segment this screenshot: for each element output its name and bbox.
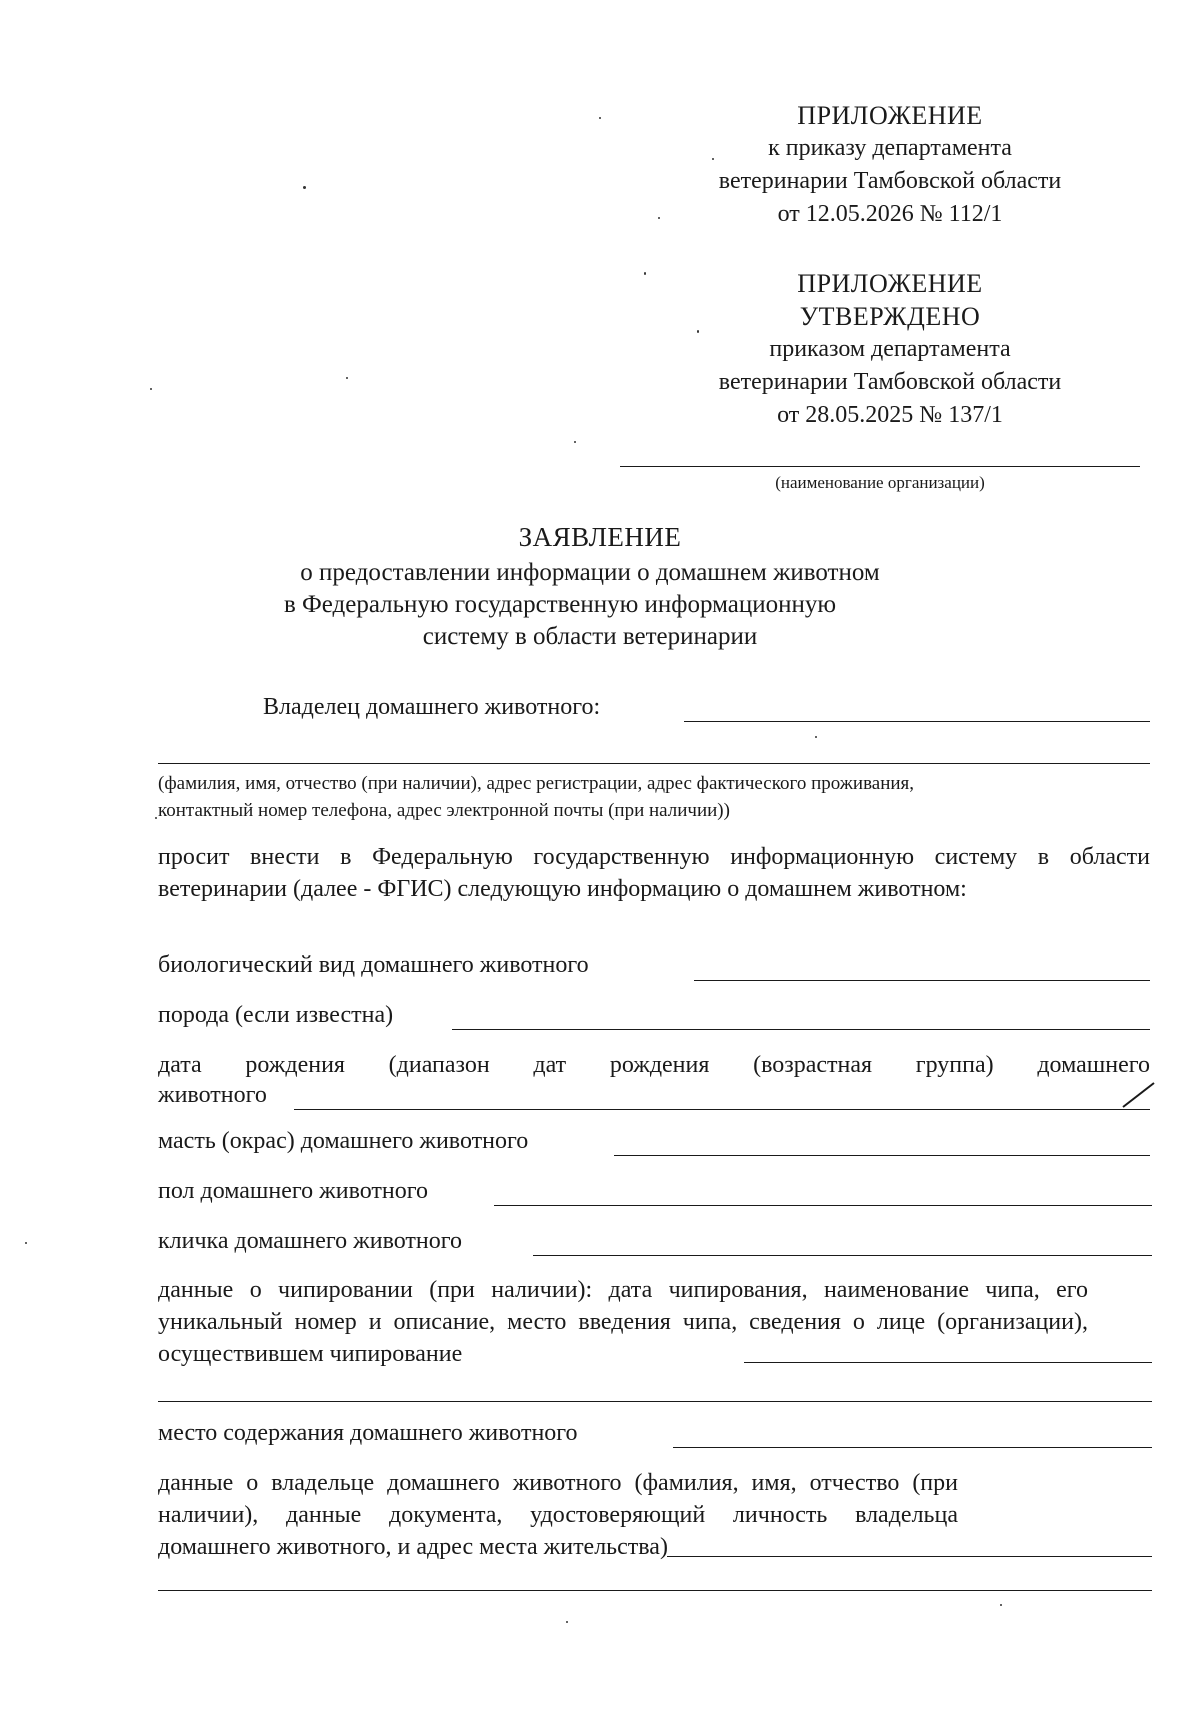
scan-speck (1000, 1604, 1002, 1606)
scan-speck (658, 217, 660, 219)
approved-label: УТВЕРЖДЕНО (799, 302, 981, 331)
chip-data-label: данные о чипировании (при наличии): дата чипирования, наименование чипа, его уникальный номер и описание, место введения чипа, сведения о лице (организации), осуществившем чипирование (158, 1277, 1088, 1367)
scan-speck (697, 330, 699, 333)
organization-name-field[interactable] (620, 466, 1140, 467)
pet-name-field[interactable] (533, 1255, 1152, 1256)
scan-speck (599, 117, 601, 119)
owner-field[interactable] (684, 721, 1150, 722)
owner-caption-line2: контактный номер телефона, адрес электронной почты (при наличии)) (158, 800, 730, 821)
appendix-current-line1: к приказу департамента (768, 135, 1012, 161)
breed-label: порода (если известна) (158, 1002, 394, 1028)
scan-speck (346, 377, 348, 379)
breed-field[interactable] (452, 1029, 1150, 1030)
appendix-original-line2: ветеринарии Тамбовской области (718, 369, 1062, 395)
request-paragraph: просит внести в Федеральную государственную информационную систему в области ветеринарии (далее - ФГИС) следующую информацию о домашнем животном: (158, 844, 1150, 902)
scan-speck (815, 736, 817, 738)
scan-speck (644, 272, 646, 275)
species-field[interactable] (694, 980, 1150, 981)
subtitle-line2: в Федеральную государственную информационную (283, 591, 837, 618)
appendix-original-line1: приказом департамента (769, 336, 1011, 362)
chip-data-field-continuation[interactable] (158, 1401, 1152, 1402)
scan-speck (574, 441, 576, 443)
sex-label: пол домашнего животного (158, 1178, 429, 1204)
document-subtitle (200, 557, 980, 653)
color-label: масть (окрас) домашнего животного (158, 1128, 529, 1154)
scan-speck (566, 1621, 568, 1623)
scan-speck (25, 1242, 27, 1244)
organization-caption: (наименование организации) (775, 473, 985, 492)
color-field[interactable] (614, 1155, 1150, 1156)
appendix-original-line3: от 28.05.2025 № 137/1 (777, 402, 1003, 428)
scan-speck (303, 186, 306, 189)
sex-field[interactable] (494, 1205, 1152, 1206)
owner-field-continuation[interactable] (158, 763, 1150, 764)
subtitle-line1: о предоставлении информации о домашнем животном (300, 559, 880, 586)
species-label: биологический вид домашнего животного (158, 952, 589, 978)
owner-caption (158, 770, 1148, 824)
pet-name-label: кличка домашнего животного (158, 1228, 463, 1254)
appendix-current-block (640, 99, 1140, 231)
owner-data-field-continuation[interactable] (158, 1590, 1152, 1591)
subtitle-line3: систему в области ветеринарии (422, 623, 758, 650)
owner-label: Владелец домашнего животного: (263, 694, 601, 720)
appendix-original-block (640, 267, 1140, 432)
owner-data-field[interactable] (667, 1556, 1152, 1557)
birth-date-label-line1: дата рождения (диапазон дат рождения (возрастная группа) домашнего (158, 1052, 1150, 1078)
location-label: место содержания домашнего животного (158, 1420, 578, 1446)
appendix-original-heading: ПРИЛОЖЕНИЕ (797, 269, 983, 298)
birth-date-field[interactable] (294, 1109, 1150, 1110)
owner-data-label: данные о владельце домашнего животного (фамилия, имя, отчество (при наличии), данные документа, удостоверяющий личность владельца домашнего животного, и адрес места жительства) (158, 1470, 958, 1560)
pen-stroke-mark (1120, 1080, 1156, 1110)
location-field[interactable] (673, 1447, 1152, 1448)
scan-speck (155, 817, 157, 819)
scan-speck (150, 388, 152, 390)
appendix-current-heading: ПРИЛОЖЕНИЕ (797, 101, 983, 130)
birth-date-label-line2: животного (158, 1082, 267, 1108)
document-title: ЗАЯВЛЕНИЕ (518, 522, 682, 552)
appendix-current-line2: ветеринарии Тамбовской области (718, 168, 1062, 194)
owner-caption-line1: (фамилия, имя, отчество (при наличии), адрес регистрации, адрес фактического проживания, (158, 773, 915, 794)
appendix-current-line3: от 12.05.2026 № 112/1 (777, 201, 1003, 227)
chip-data-field[interactable] (744, 1362, 1152, 1363)
scan-speck (712, 158, 714, 160)
